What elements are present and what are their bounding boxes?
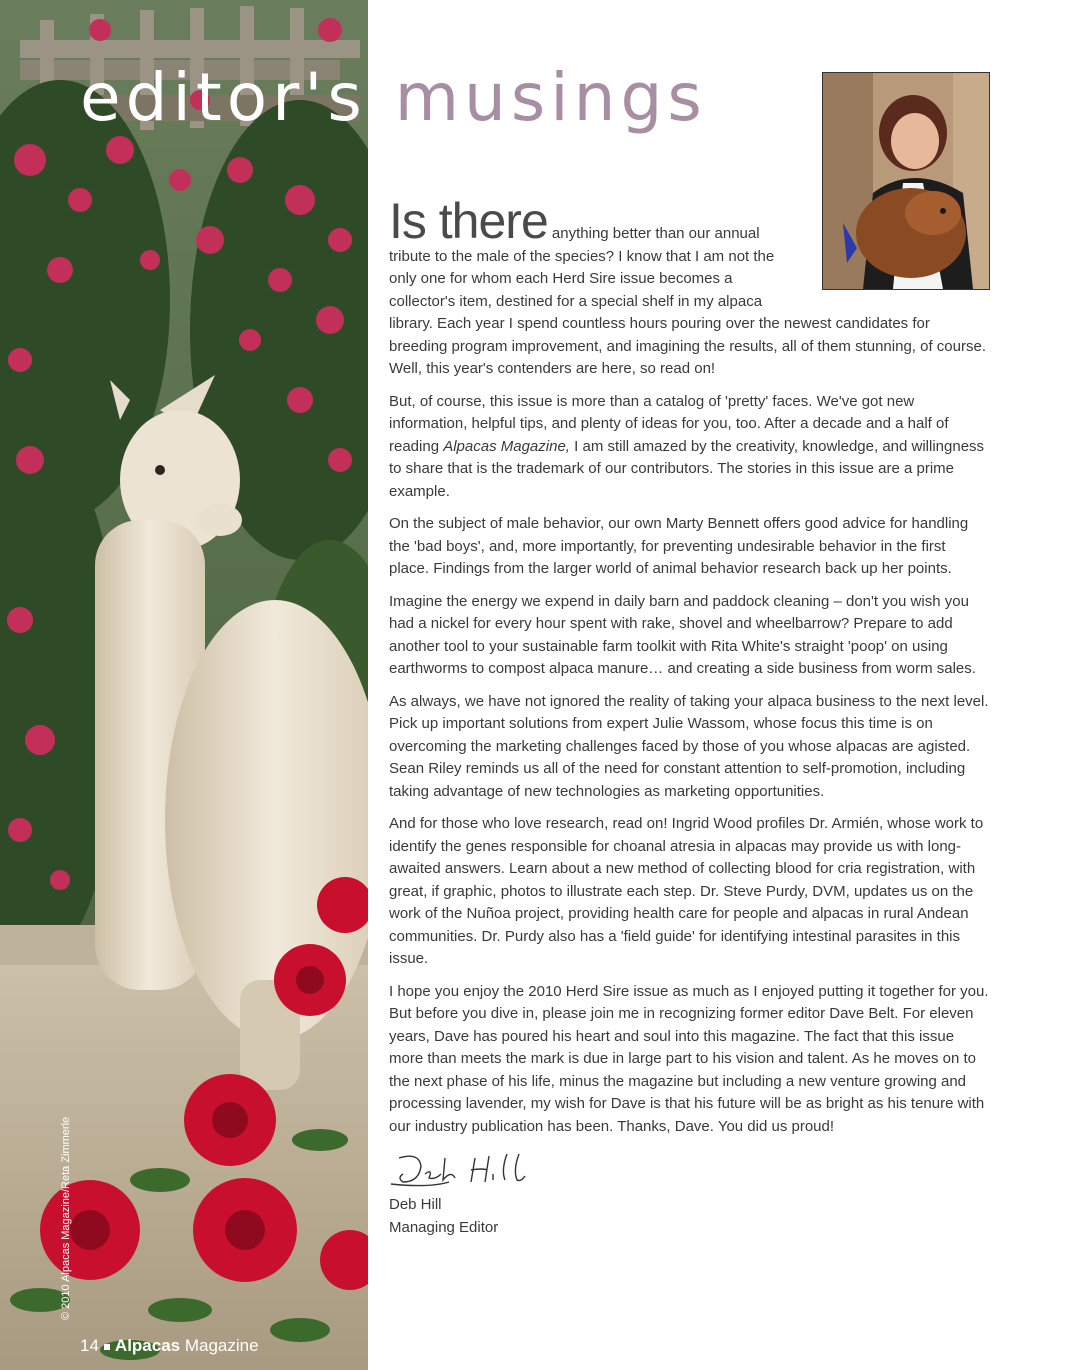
title-word-editors: editor's <box>80 59 367 136</box>
cover-photo-alpaca <box>0 0 368 1370</box>
intro-rest: library. Each year I spend countless hours pouring over the newest candidates for breeding program improvement, and imagining the results, all of them stunning, of course. Well, this year's contenders are here, so read on! <box>389 315 986 377</box>
p2-text-b: I am still amazed by the creativity, knowledge, and willingness to share that is the trademark of our contributors. The stories in this issue are a prime example. <box>389 437 985 500</box>
photo-credit: © 2010 Alpacas Magazine/Reta Zimmerle <box>60 1116 72 1320</box>
paragraph-4: Imagine the energy we expend in daily barn and paddock cleaning – don't you wish you had a nickel for every hour spent with rake, shovel and wheelbarrow? Prepare to add another tool to your sustainable farm toolkit with Rita White's straight 'poop' on using earthworms to compost alpaca manure… and creating a side business from worm sales. <box>389 592 976 677</box>
paragraph-6: And for those who love research, read on! Ingrid Wood profiles Dr. Armién, whose work to identify the genes responsible for choanal atresia in alpacas may provide us with long-awaited answers. Learn about a new method of collecting blood for cria registration, with great, if graphic, photos to illustrate each step. Dr. Steve Purdy, DVM, updates us on the work of the Nuñoa project, providing health care for people and alpacas in rural Andean communities. Dr. Purdy also has a 'field guide' for identifying intestinal parasites in this issue. <box>389 815 984 967</box>
intro-narrow-block <box>389 193 797 313</box>
intro-line1: anything better than our annual <box>547 225 760 242</box>
brand-magazine: Magazine <box>184 1336 259 1355</box>
title-word-musings: musings <box>394 59 707 136</box>
signer-title: Managing Editor <box>389 1218 499 1236</box>
editorial-body <box>389 193 989 1239</box>
lead-words: Is there <box>389 193 548 249</box>
page-number: 14 <box>80 1336 99 1355</box>
page-folio <box>80 1336 259 1356</box>
paragraph-5: As always, we have not ignored the reality of taking your alpaca business to the next level. Pick up important solutions from expert Julie Wassom, whose focus this time is on overcoming the marketing challenges faced by those of you whose alpacas are agisted. Sean Riley reminds us all of the need for constant attention to self-promotion, including taking advantage of new technologies as marketing opportunities. <box>389 692 989 800</box>
brand-name: Alpacas <box>114 1336 181 1355</box>
page-title <box>80 58 707 138</box>
signer-name: Deb Hill <box>389 1196 442 1213</box>
paragraph-2 <box>389 391 989 504</box>
magazine-title-italic: Alpacas Magazine, <box>443 437 570 455</box>
paragraph-3: On the subject of male behavior, our own Marty Bennett offers good advice for handling the 'bad boys', and, more importantly, for preventing undesirable behavior in the first place. Findings from the larger world of animal behavior research back up her points. <box>389 515 969 577</box>
paragraph-7: I hope you enjoy the 2010 Herd Sire issue as much as I enjoyed putting it together for you. But before you dive in, please join me in recognizing former editor Dave Belt. For eleven years, Dave has poured his heart and soul into this magazine. The fact that this issue more than meets the mark is due in large part to his vision and talent. As he moves on to the next phase of his life, minus the magazine but including a new venture growing and processing lavender, my wish for Dave is that his future will be as bright as his tenure with our industry publication has been. Thanks, Dave. You did us proud! <box>389 982 989 1135</box>
folio-separator <box>104 1344 110 1350</box>
handwritten-signature <box>389 1148 989 1194</box>
intro-paragraph <box>389 193 989 381</box>
intro-narrow-text: tribute to the male of the species? I know that I am not the only one for whom each Herd Sire issue becomes a collector's item, destined for a special shelf in my alpaca <box>389 247 775 310</box>
p2-text-a: But, of course, this issue is more than a catalog of 'pretty' faces. We've got new information, helpful tips, and plenty of ideas for you, too. After a decade and a half of reading <box>389 392 949 455</box>
